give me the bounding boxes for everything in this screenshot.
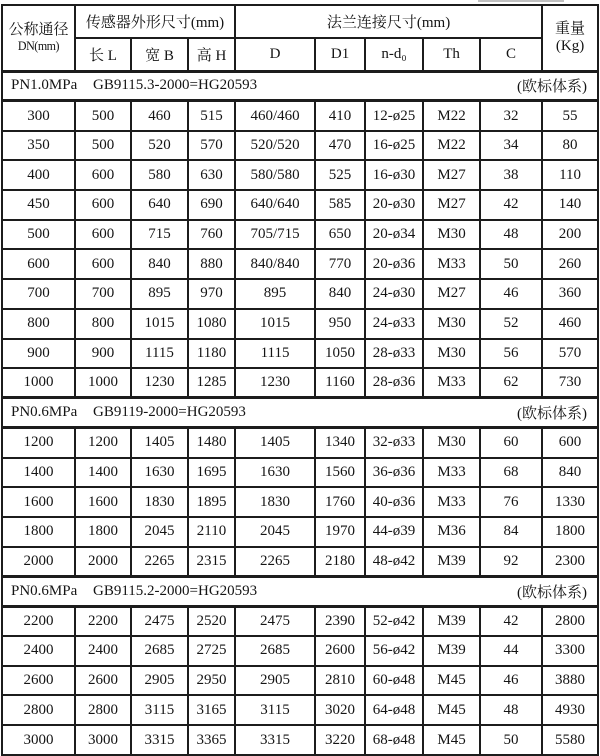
table-cell: 46 (480, 279, 542, 309)
table-cell: 580 (131, 160, 188, 190)
table-row (2, 309, 598, 339)
header-flange-dimensions-group: 法兰连接尺寸(mm) (235, 5, 542, 38)
section-header-row (2, 576, 598, 606)
table-cell: 260 (542, 249, 598, 279)
table-cell: 840 (542, 458, 598, 488)
table-cell: 62 (480, 368, 542, 398)
table-cell: 3365 (188, 725, 235, 755)
table-cell: 1000 (2, 368, 75, 398)
table-cell: 840 (131, 249, 188, 279)
table-cell: 1200 (75, 428, 131, 458)
flange-dimension-table (1, 4, 599, 756)
table-cell: 1405 (131, 428, 188, 458)
table-cell: 1115 (235, 339, 315, 369)
table-row (2, 606, 598, 636)
table-row (2, 695, 598, 725)
table-cell: 520/520 (235, 131, 315, 161)
table-cell: 1630 (131, 458, 188, 488)
table-cell: 880 (188, 249, 235, 279)
table-cell: 2685 (235, 636, 315, 666)
section-pressure-rating: PN0.6MPa (11, 404, 78, 421)
table-cell: 44-ø39 (365, 517, 423, 547)
table-cell: 1180 (188, 339, 235, 369)
table-cell: 16-ø30 (365, 160, 423, 190)
table-cell: 64-ø48 (365, 695, 423, 725)
table-cell: 360 (542, 279, 598, 309)
table-cell: 2045 (235, 517, 315, 547)
section-system-note: (欧标体系) (517, 79, 588, 96)
table-cell: 2315 (188, 547, 235, 577)
table-row (2, 458, 598, 488)
table-cell: 600 (75, 190, 131, 220)
table-cell: 1600 (75, 487, 131, 517)
table-cell: 4930 (542, 695, 598, 725)
table-cell: 24-ø33 (365, 309, 423, 339)
table-cell: 1760 (315, 487, 365, 517)
table-cell: 700 (2, 279, 75, 309)
table-cell: 3165 (188, 695, 235, 725)
header-nominal-diameter-cn: 公称通径 (8, 21, 69, 38)
table-cell: 1015 (235, 309, 315, 339)
table-cell: M39 (423, 636, 480, 666)
table-cell: 2905 (131, 666, 188, 696)
table-cell: 600 (75, 220, 131, 250)
table-cell: 68 (480, 458, 542, 488)
table-cell: 24-ø30 (365, 279, 423, 309)
table-row (2, 547, 598, 577)
table-cell: 1405 (235, 428, 315, 458)
table-cell: M39 (423, 547, 480, 577)
table-cell: 470 (315, 131, 365, 161)
table-cell: M33 (423, 368, 480, 398)
table-cell: 2300 (542, 547, 598, 577)
table-row (2, 368, 598, 398)
table-cell: 500 (2, 220, 75, 250)
table-cell: 2800 (75, 695, 131, 725)
header-n-d0: n-d₀ (365, 38, 423, 71)
table-cell: 900 (2, 339, 75, 369)
table-cell: 2475 (235, 606, 315, 636)
table-cell: 650 (315, 220, 365, 250)
table-cell: 520 (131, 131, 188, 161)
table-cell: 1830 (235, 487, 315, 517)
table-cell: 950 (315, 309, 365, 339)
table-cell: M30 (423, 428, 480, 458)
table-cell: 2600 (2, 666, 75, 696)
table-cell: 42 (480, 190, 542, 220)
table-cell: M45 (423, 695, 480, 725)
table-cell: 1230 (235, 368, 315, 398)
table-cell: 1800 (75, 517, 131, 547)
table-cell: 52 (480, 309, 542, 339)
table-cell: 1400 (2, 458, 75, 488)
table-row (2, 220, 598, 250)
table-cell: 1800 (542, 517, 598, 547)
table-cell: 2725 (188, 636, 235, 666)
table-cell: M30 (423, 309, 480, 339)
table-cell: 3315 (235, 725, 315, 755)
table-cell: 730 (542, 368, 598, 398)
header-nominal-diameter-unit: DN(mm) (17, 39, 60, 54)
table-cell: 56-ø42 (365, 636, 423, 666)
table-cell: 1160 (315, 368, 365, 398)
table-cell: 715 (131, 220, 188, 250)
table-cell: 600 (2, 249, 75, 279)
table-row (2, 131, 598, 161)
table-cell: 900 (75, 339, 131, 369)
table-cell: M36 (423, 517, 480, 547)
header-weight (542, 5, 598, 71)
table-cell: 56 (480, 339, 542, 369)
table-cell: 350 (2, 131, 75, 161)
table-cell: 3115 (235, 695, 315, 725)
table-cell: 500 (75, 101, 131, 131)
table-cell: 140 (542, 190, 598, 220)
table-header (2, 5, 598, 71)
table-cell: 1000 (75, 368, 131, 398)
table-cell: 2800 (2, 695, 75, 725)
table-cell: M33 (423, 487, 480, 517)
table-cell: 2685 (131, 636, 188, 666)
table-cell: 44 (480, 636, 542, 666)
table-cell: 110 (542, 160, 598, 190)
table-cell: 580/580 (235, 160, 315, 190)
table-cell: 840/840 (235, 249, 315, 279)
table-cell: 52-ø42 (365, 606, 423, 636)
header-length-l: 长 L (75, 38, 131, 71)
table-cell: 2200 (75, 606, 131, 636)
table-row (2, 428, 598, 458)
table-cell: 800 (75, 309, 131, 339)
table-row (2, 249, 598, 279)
table-cell: 40-ø36 (365, 487, 423, 517)
table-cell: 48 (480, 695, 542, 725)
table-cell: 2400 (2, 636, 75, 666)
table-cell: 585 (315, 190, 365, 220)
table-cell: 36-ø36 (365, 458, 423, 488)
table-cell: 1895 (188, 487, 235, 517)
table-cell: 700 (75, 279, 131, 309)
table-cell: 34 (480, 131, 542, 161)
table-cell: 3220 (315, 725, 365, 755)
table-cell: 38 (480, 160, 542, 190)
header-nominal-diameter (2, 5, 75, 71)
table-cell: M22 (423, 131, 480, 161)
table-cell: 3880 (542, 666, 598, 696)
table-cell: 60-ø48 (365, 666, 423, 696)
table-cell: 60 (480, 428, 542, 458)
table-cell: 300 (2, 101, 75, 131)
header-weight-unit: (Kg) (555, 37, 585, 54)
table-cell: 32-ø33 (365, 428, 423, 458)
table-cell: 2600 (315, 636, 365, 666)
table-cell: 1480 (188, 428, 235, 458)
header-d1: D1 (315, 38, 365, 71)
table-row (2, 725, 598, 755)
table-cell: 1285 (188, 368, 235, 398)
table-cell: 2265 (131, 547, 188, 577)
section-header-row (2, 71, 598, 101)
table-cell: 28-ø33 (365, 339, 423, 369)
table-cell: 3300 (542, 636, 598, 666)
table-cell: 3115 (131, 695, 188, 725)
table-cell: 600 (542, 428, 598, 458)
table-cell: 400 (2, 160, 75, 190)
section-standard-code: GB9115.2-2000=HG20593 (93, 582, 258, 599)
table-cell: 970 (188, 279, 235, 309)
table-cell: 42 (480, 606, 542, 636)
table-cell: 2810 (315, 666, 365, 696)
header-height-h: 高 H (188, 38, 235, 71)
section-standard-code: GB9119-2000=HG20593 (93, 404, 246, 421)
table-cell: 770 (315, 249, 365, 279)
table-cell: M33 (423, 458, 480, 488)
section-system-note: (欧标体系) (517, 406, 588, 423)
table-cell: 2475 (131, 606, 188, 636)
section-pressure-rating: PN0.6MPa (11, 582, 78, 599)
table-cell: 3020 (315, 695, 365, 725)
table-cell: 2905 (235, 666, 315, 696)
table-cell: 50 (480, 249, 542, 279)
table-row (2, 666, 598, 696)
table-cell: 2000 (75, 547, 131, 577)
table-cell: 12-ø25 (365, 101, 423, 131)
table-cell: 5580 (542, 725, 598, 755)
table-cell: 92 (480, 547, 542, 577)
header-weight-cn: 重量 (555, 20, 586, 37)
section-pressure-rating: PN1.0MPa (11, 77, 78, 94)
table-cell: 500 (75, 131, 131, 161)
table-cell: 460/460 (235, 101, 315, 131)
table-cell: 2200 (2, 606, 75, 636)
cropped-content-artifact (478, 0, 564, 2)
table-cell: 630 (188, 160, 235, 190)
table-row (2, 190, 598, 220)
table-cell: 1600 (2, 487, 75, 517)
table-cell: 1200 (2, 428, 75, 458)
table-cell: 1340 (315, 428, 365, 458)
table-cell: 570 (188, 131, 235, 161)
table-cell: 20-ø30 (365, 190, 423, 220)
table-cell: 1560 (315, 458, 365, 488)
section-header-cell (2, 398, 598, 428)
table-cell: 1970 (315, 517, 365, 547)
table-cell: 1080 (188, 309, 235, 339)
table-cell: 1115 (131, 339, 188, 369)
table-cell: 640 (131, 190, 188, 220)
table-cell: M30 (423, 220, 480, 250)
section-header-row (2, 398, 598, 428)
table-cell: 2520 (188, 606, 235, 636)
table-cell: 450 (2, 190, 75, 220)
table-cell: 1695 (188, 458, 235, 488)
table-cell: 1015 (131, 309, 188, 339)
table-cell: 3000 (2, 725, 75, 755)
table-row (2, 101, 598, 131)
table-cell: 28-ø36 (365, 368, 423, 398)
table-row (2, 279, 598, 309)
header-sensor-dimensions-group: 传感器外形尺寸(mm) (75, 5, 235, 38)
table-cell: 200 (542, 220, 598, 250)
table-cell: 68-ø48 (365, 725, 423, 755)
table-cell: M22 (423, 101, 480, 131)
table-cell: 2110 (188, 517, 235, 547)
table-row (2, 636, 598, 666)
table-cell: 570 (542, 339, 598, 369)
table-cell: 2390 (315, 606, 365, 636)
table-cell: 2600 (75, 666, 131, 696)
table-cell: 55 (542, 101, 598, 131)
table-row (2, 517, 598, 547)
table-cell: 460 (131, 101, 188, 131)
table-cell: 3000 (75, 725, 131, 755)
table-cell: M27 (423, 279, 480, 309)
table-cell: 515 (188, 101, 235, 131)
table-cell: 2265 (235, 547, 315, 577)
table-cell: M30 (423, 339, 480, 369)
table-cell: 1230 (131, 368, 188, 398)
table-cell: 80 (542, 131, 598, 161)
table-cell: M27 (423, 160, 480, 190)
table-cell: M33 (423, 249, 480, 279)
section-header-cell (2, 576, 598, 606)
table-cell: 800 (2, 309, 75, 339)
table-cell: 2180 (315, 547, 365, 577)
header-width-b: 宽 B (131, 38, 188, 71)
table-cell: 600 (75, 160, 131, 190)
table-cell: 2400 (75, 636, 131, 666)
table-cell: M27 (423, 190, 480, 220)
header-d: D (235, 38, 315, 71)
table-cell: 50 (480, 725, 542, 755)
table-cell: 20-ø34 (365, 220, 423, 250)
table-cell: 1800 (2, 517, 75, 547)
table-row (2, 487, 598, 517)
table-cell: 32 (480, 101, 542, 131)
table-cell: 20-ø36 (365, 249, 423, 279)
table-cell: M45 (423, 666, 480, 696)
table-cell: 2045 (131, 517, 188, 547)
table-cell: M45 (423, 725, 480, 755)
table-body (2, 71, 598, 755)
table-cell: 1830 (131, 487, 188, 517)
table-cell: 600 (75, 249, 131, 279)
section-system-note: (欧标体系) (517, 584, 588, 601)
table-cell: 48-ø42 (365, 547, 423, 577)
table-cell: 895 (235, 279, 315, 309)
table-cell: 1630 (235, 458, 315, 488)
table-cell: 2800 (542, 606, 598, 636)
table-cell: 84 (480, 517, 542, 547)
table-cell: M39 (423, 606, 480, 636)
table-cell: 1050 (315, 339, 365, 369)
table-cell: 690 (188, 190, 235, 220)
table-row (2, 160, 598, 190)
header-c: C (480, 38, 542, 71)
table-cell: 46 (480, 666, 542, 696)
header-th: Th (423, 38, 480, 71)
table-cell: 76 (480, 487, 542, 517)
table-cell: 640/640 (235, 190, 315, 220)
table-cell: 16-ø25 (365, 131, 423, 161)
table-cell: 840 (315, 279, 365, 309)
table-cell: 2000 (2, 547, 75, 577)
table-cell: 760 (188, 220, 235, 250)
table-cell: 2950 (188, 666, 235, 696)
table-cell: 1330 (542, 487, 598, 517)
table-cell: 460 (542, 309, 598, 339)
table-cell: 3315 (131, 725, 188, 755)
table-row (2, 339, 598, 369)
table-cell: 48 (480, 220, 542, 250)
table-cell: 410 (315, 101, 365, 131)
table-cell: 895 (131, 279, 188, 309)
table-cell: 1400 (75, 458, 131, 488)
section-standard-code: GB9115.3-2000=HG20593 (93, 77, 258, 94)
section-header-cell (2, 71, 598, 101)
table-cell: 705/715 (235, 220, 315, 250)
table-cell: 525 (315, 160, 365, 190)
